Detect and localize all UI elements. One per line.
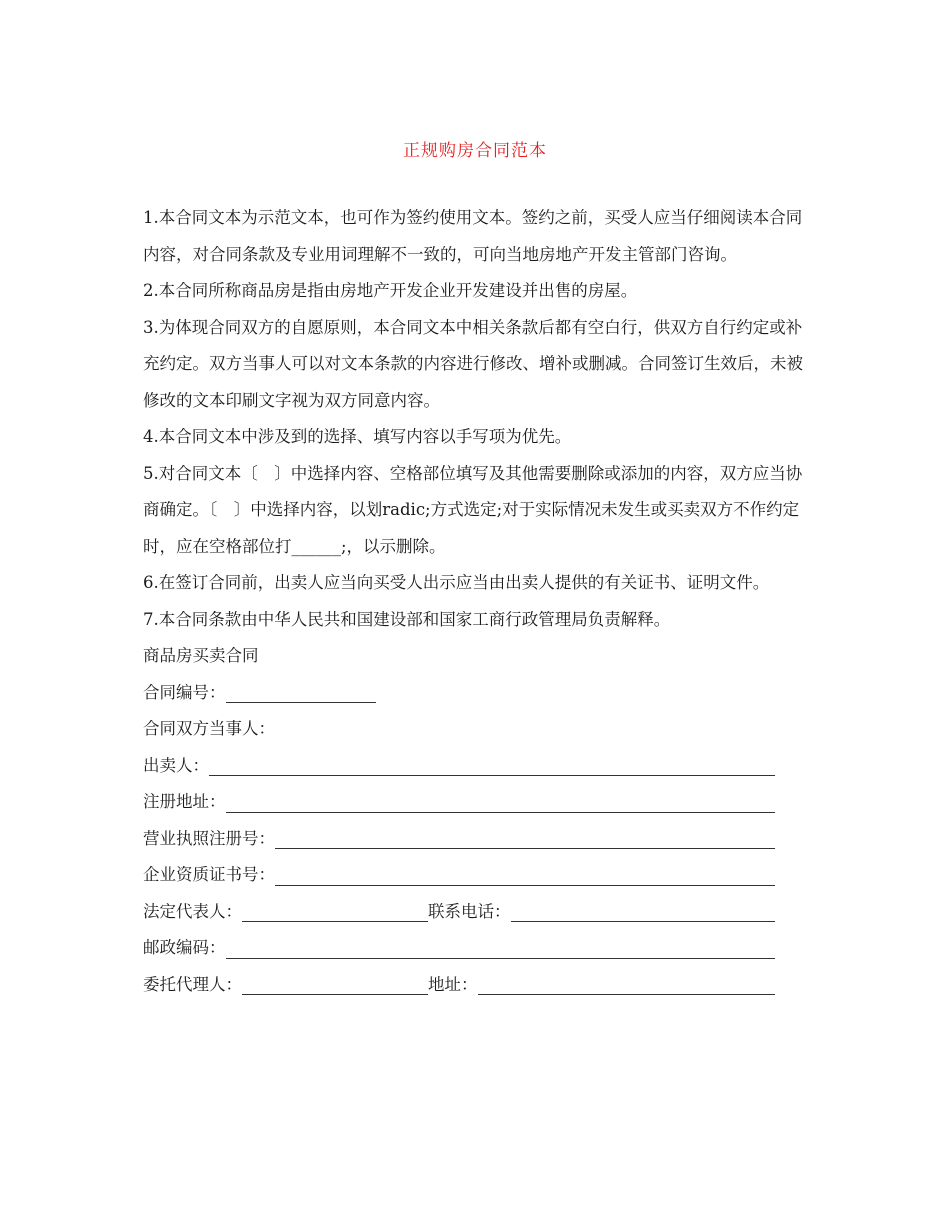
paragraph-1: 1.本合同文本为示范文本，也可作为签约使用文本。签约之前，买受人应当仔细阅读本合同内容，对合同条款及专业用词理解不一致的，可向当地房地产开发主管部门咨询。 [143,208,803,264]
contract-number-label: 合同编号： [143,682,226,702]
agent-label: 委托代理人： [143,974,242,994]
legal-rep-blank [242,897,428,922]
seller-blank [209,751,775,776]
business-license-blank [275,824,775,849]
registered-address-blank [226,788,776,813]
business-license-row [143,821,815,858]
paragraph-7: 7.本合同条款由中华人民共和国建设部和国家工商行政管理局负责解释。 [143,609,671,629]
parties-label: 合同双方当事人： [143,719,275,738]
phone-blank [511,897,776,922]
legal-rep-label: 法定代表人： [143,901,242,921]
seller-label: 出卖人： [143,755,209,775]
business-license-label: 营业执照注册号： [143,828,275,848]
phone-label: 联系电话： [428,901,511,921]
document-body [143,200,815,1003]
legal-rep-row [143,894,815,931]
registered-address-row [143,784,815,821]
paragraph-4: 4.本合同文本中涉及到的选择、填写内容以手写项为优先。 [143,427,572,446]
address-blank [478,970,776,995]
address-label: 地址： [428,974,478,994]
registered-address-label: 注册地址： [143,792,226,811]
qualification-cert-label: 企业资质证书号： [143,865,275,884]
qualification-cert-blank [275,861,775,886]
agent-row [143,967,815,1004]
contract-number-row [143,675,815,712]
paragraph-5: 5.对合同文本〔 〕中选择内容、空格部位填写及其他需要删除或添加的内容，双方应当协商确定。〔 〕中选择内容，以划radic;方式选定;对于实际情况未发生或买卖双方不作约定时，应在空格部位打______;，以示删除。 [143,463,803,556]
postcode-label: 邮政编码： [143,938,226,957]
paragraph-6: 6.在签订合同前，出卖人应当向买受人出示应当由出卖人提供的有关证书、证明文件。 [143,573,770,592]
seller-row [143,748,815,785]
postcode-row [143,930,815,967]
contract-heading: 商品房买卖合同 [143,646,259,665]
postcode-blank [226,934,776,959]
qualification-cert-row [143,857,815,894]
agent-blank [242,970,428,995]
document-title: 正规购房合同范本 [403,141,547,161]
paragraph-2: 2.本合同所称商品房是指由房地产开发企业开发建设并出售的房屋。 [143,281,638,300]
paragraph-3: 3.为体现合同双方的自愿原则，本合同文本中相关条款后都有空白行，供双方自行约定或补充约定。双方当事人可以对文本条款的内容进行修改、增补或删减。合同签订生效后，未被修改的文本印刷文字视为双方同意内容。 [143,317,803,410]
contract-number-blank [226,678,376,703]
